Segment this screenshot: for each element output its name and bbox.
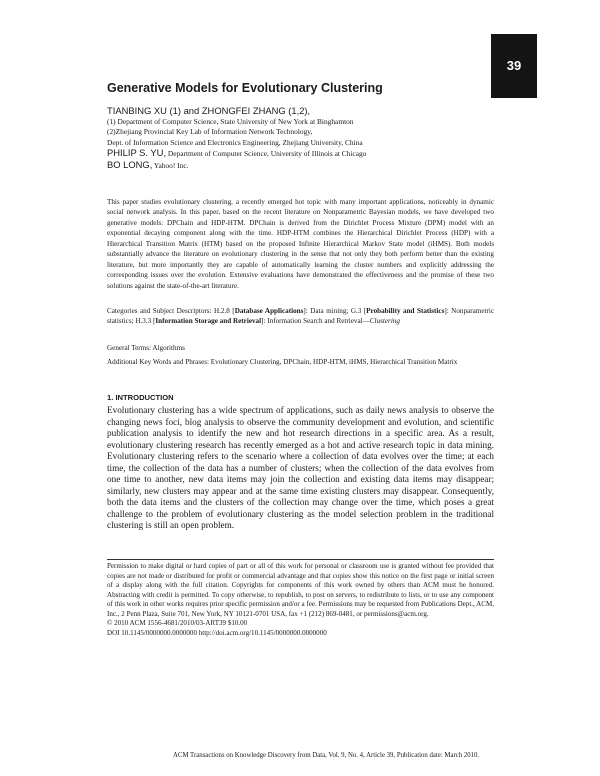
author-name-long: BO LONG,: [107, 158, 153, 170]
introduction-body: Evolutionary clustering has a wide spectrum of applications, such as daily news analysis to observe the changing news foci, blog analysis to observe the community development and evolution, and scientific publication analysis to identify the new and hot research directions in a specific area. As a result, evolutionary clustering research has recently emerged as a hot and active research topic in data mining. Evolutionary clustering refers to the scenario where a collection of data evolves over the time; at each time, the collection of the data has a number of clusters; when the collection of the data evolves from one time to another, new data items may join the collection and existing data items may disappear; similarly, new clusters may appear and at the same time existing clusters may disappear. Consequently, both the data items and the clusters of the collection may change over the time, which poses a great challenge to the problem of evolutionary clustering as the model selection problem in the traditional clustering is still an open problem.: [107, 405, 494, 531]
permission-text: Permission to make digital or hard copies of part or all of this work for personal or classroom use is granted without fee provided that copies are not made or distributed for profit or commercial advantage and that copies show this notice on the first page or initial screen of a display along with the full citation. Copyrights for components of this work owned by others than ACM must be honored. Abstracting with credit is permitted. To copy otherwise, to republish, to post on servers, to redistribute to lists, or to use any component of this work in other works requires prior specific permission and/or a fee. Permissions may be requested from Publications Dept., ACM, Inc., 2 Penn Plaza, Suite 701, New York, NY 10121-0701 USA, fax +1 (212) 869-0481, or permissions@acm.org.: [107, 562, 494, 618]
doi-line: DOI 10.1145/0000000.0000000 http://doi.acm.org/10.1145/0000000.0000000: [107, 628, 327, 637]
copyright-line: © 2010 ACM 1556-4681/2010/03-ART39 $10.00: [107, 619, 248, 627]
journal-footer: ACM Transactions on Knowledge Discovery from Data, Vol. 9, No. 4, Article 39, Publication date: March 2010.: [173, 752, 480, 759]
author-names-1: TIANBING XU (1) and ZHONGFEI ZHANG (1,2),: [107, 105, 311, 116]
affiliation-1: (1) Department of Computer Science, State University of New York at Binghamton: [107, 116, 354, 126]
author-line-3: [107, 160, 507, 172]
affiliation-3: Dept. of Information Science and Electronics Engineering, Zhejiang University, China: [107, 137, 363, 147]
categories-descriptors: [107, 306, 494, 327]
keywords: Additional Key Words and Phrases: Evolutionary Clustering, DPChain, HDP-HTM, iHMS, Hierarchical Transition Matrix: [107, 358, 458, 366]
category-information-storage: Information Storage and Retrieval: [155, 317, 262, 326]
abstract: This paper studies evolutionary clustering, a recently emerged hot topic with many important applications, noticeably in dynamic social network analysis. In this paper, based on the recent literature on Nonparametric Bayesian models, we have developed two generative models: DPChain and HDP-HTM. DPChain is derived from the Dirichlet Process Mixture (DPM) model with an exponential decaying component along with the time. HDP-HTM combines the Hierarchical Dirichlet Process (HDP) with a Hierarchical Transition Matrix (HTM) based on the proposed Infinite Hierarchical Markov State model (iHMS). Both models substantially advance the literature on evolutionary clustering in the sense that not only they both perform better than the existing literature, but more importantly they are capable of automatically learning the cluster numbers and explicitly addressing the corresponding issues over the evolution. Extensive evaluations have demonstrated the effectiveness and the promise of these two solutions against the state-of-the-art literature.: [107, 198, 494, 290]
author-name-yu: PHILIP S. YU,: [107, 147, 167, 159]
general-terms: General Terms: Algorithms: [107, 344, 185, 352]
section-heading-introduction: 1. INTRODUCTION: [107, 393, 174, 402]
footnote-divider: [107, 559, 494, 560]
author-line-2: [107, 148, 507, 160]
affiliation-2: (2)Zhejiang Provincial Key Lab of Information Network Technology,: [107, 127, 313, 137]
author-block: [107, 106, 507, 172]
paper-title: Generative Models for Evolutionary Clustering: [107, 81, 383, 95]
category-probability-statistics: Probability and Statistics: [366, 307, 445, 315]
permission-notice: [107, 562, 494, 638]
categories-prefix: Categories and Subject Descriptors: H.2.8 [: [107, 307, 235, 315]
categories-text-3: ]: Information Search and Retrieval—: [261, 317, 370, 326]
categories-text-1: ]: Data mining; G.3 [: [303, 307, 367, 315]
category-database-applications: Database Applications: [234, 307, 304, 315]
affiliation-yu: Department of Computer Science, University of Illinois at Chicago: [166, 149, 367, 159]
category-clustering: Clustering: [369, 317, 400, 326]
affiliation-long: Yahoo! Inc.: [152, 160, 189, 170]
page-number-tab: 39: [491, 34, 537, 98]
categories-text-2: ]: Nonparametric statistics; H.3.3 [: [107, 307, 494, 326]
